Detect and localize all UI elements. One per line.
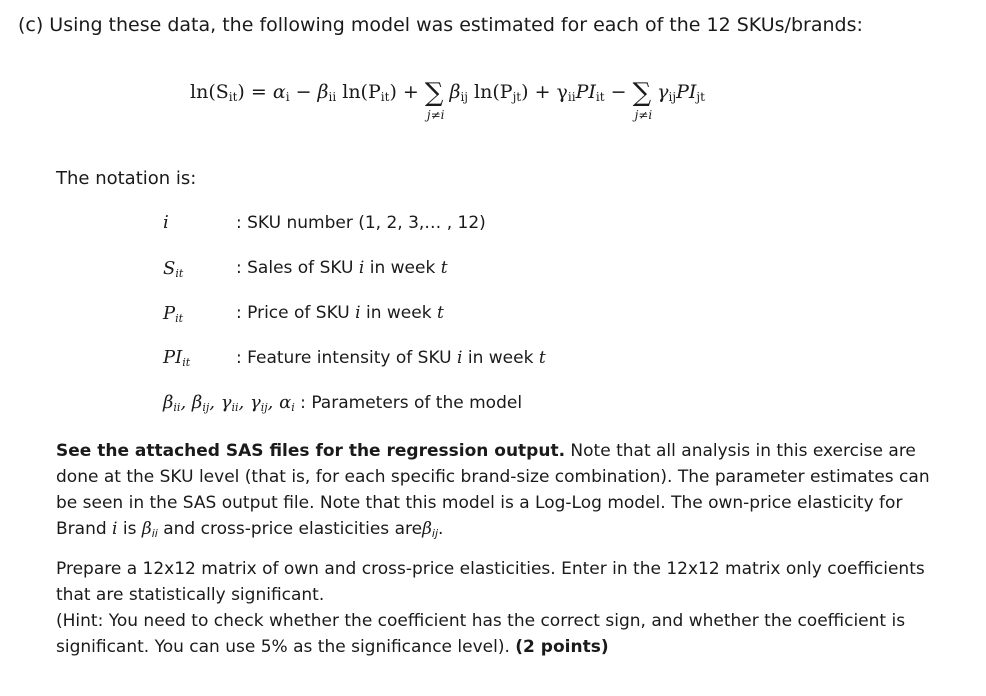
parameters-line: $\beta_{ii}$, $\beta_{ij}$, $\gamma_{ii}$, $\gamma_{ij}$, $\alpha_i$ : Parameters of the model	[163, 392, 523, 414]
notation-symbol-s: $S_{it}$	[163, 258, 184, 280]
summation-1: ∑ j≠i	[424, 78, 445, 122]
notation-desc-s: : Sales of SKU i in week t	[236, 258, 448, 278]
notation-symbol-p: $P_{it}$	[163, 303, 184, 325]
notation-desc-i: : SKU number (1, 2, 3,… , 12)	[236, 213, 486, 233]
question-header: (c) Using these data, the following model was estimated for each of the 12 SKUs/brands:	[18, 14, 863, 36]
model-equation: $\ln(S_{it}) = \alpha_i - \beta_{ii}$ $\ln(P_{it})$ + ∑ j≠i $\beta_{ij}$ $\ln(P_{jt}) + \gamma_{ii}PI_{it}$ − ∑ j≠i $\gamma_{ij}PI_{jt}$	[190, 78, 705, 122]
summation-2: ∑ j≠i	[632, 78, 653, 122]
notation-intro: The notation is:	[56, 168, 197, 189]
notation-desc-p: : Price of SKU i in week t	[236, 303, 444, 323]
paragraph-sas: See the attached SAS files for the regression output. Note that all analysis in this exercise are done at the SKU level (that is, for each specific brand-size combination). The parameter estimates can be seen in the SAS output file. Note that this model is a Log-Log model. The own-price elasticity for Brand i is $\beta_{ii}$ and cross-price elasticities areβ$_{ij}$.	[56, 441, 930, 540]
paragraph-hint: (Hint: You need to check whether the coefficient has the correct sign, and whether the coefficient is significant. You can use 5% as the significance level). (2 points)	[56, 611, 906, 657]
notation-desc-pi: : Feature intensity of SKU i in week t	[236, 348, 546, 368]
notation-symbol-pi: $PI_{it}$	[163, 347, 191, 369]
paragraph-prepare: Prepare a 12x12 matrix of own and cross-price elasticities. Enter in the 12x12 matrix only coefficients that are statistically significant.	[56, 559, 925, 605]
notation-symbol-i: i	[163, 212, 169, 233]
